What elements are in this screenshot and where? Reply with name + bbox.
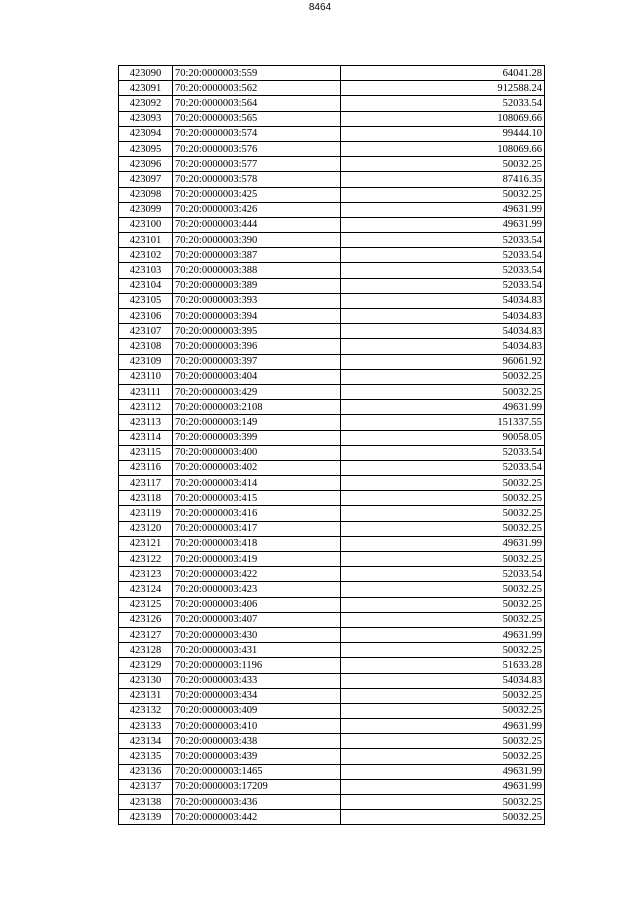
- row-number-cell: 423134: [119, 734, 173, 749]
- table-row: [119, 324, 545, 339]
- value-cell: 54034.83: [341, 673, 545, 688]
- value-cell: 49631.99: [341, 536, 545, 551]
- row-number-cell: 423115: [119, 445, 173, 460]
- cadastral-number-cell: 70:20:0000003:387: [173, 248, 341, 263]
- value-cell: 50032.25: [341, 688, 545, 703]
- cadastral-number-cell: 70:20:0000003:416: [173, 506, 341, 521]
- table-row: [119, 552, 545, 567]
- cadastral-number-cell: 70:20:0000003:396: [173, 339, 341, 354]
- table-row: [119, 339, 545, 354]
- row-number-cell: 423137: [119, 779, 173, 794]
- cadastral-number-cell: 70:20:0000003:426: [173, 202, 341, 217]
- row-number-cell: 423132: [119, 703, 173, 718]
- cadastral-number-cell: 70:20:0000003:418: [173, 536, 341, 551]
- table-row: [119, 263, 545, 278]
- table-row: [119, 658, 545, 673]
- cadastral-number-cell: 70:20:0000003:417: [173, 521, 341, 536]
- row-number-cell: 423127: [119, 627, 173, 642]
- row-number-cell: 423110: [119, 369, 173, 384]
- value-cell: 50032.25: [341, 491, 545, 506]
- row-number-cell: 423124: [119, 582, 173, 597]
- table-row: [119, 157, 545, 172]
- value-cell: 54034.83: [341, 309, 545, 324]
- table-row: [119, 430, 545, 445]
- value-cell: 54034.83: [341, 293, 545, 308]
- table-row: [119, 96, 545, 111]
- value-cell: 49631.99: [341, 764, 545, 779]
- cadastral-number-cell: 70:20:0000003:390: [173, 233, 341, 248]
- row-number-cell: 423114: [119, 430, 173, 445]
- table-row: [119, 506, 545, 521]
- row-number-cell: 423112: [119, 400, 173, 415]
- value-cell: 49631.99: [341, 627, 545, 642]
- table-row: [119, 795, 545, 810]
- cadastral-number-cell: 70:20:0000003:429: [173, 384, 341, 399]
- row-number-cell: 423100: [119, 217, 173, 232]
- row-number-cell: 423096: [119, 157, 173, 172]
- table-row: [119, 764, 545, 779]
- table-row: [119, 81, 545, 96]
- value-cell: 50032.25: [341, 703, 545, 718]
- value-cell: 49631.99: [341, 217, 545, 232]
- value-cell: 52033.54: [341, 248, 545, 263]
- table-row: [119, 612, 545, 627]
- cadastral-number-cell: 70:20:0000003:422: [173, 567, 341, 582]
- row-number-cell: 423117: [119, 476, 173, 491]
- cadastral-number-cell: 70:20:0000003:393: [173, 293, 341, 308]
- table-body: [119, 66, 545, 825]
- table-row: [119, 415, 545, 430]
- cadastral-number-cell: 70:20:0000003:562: [173, 81, 341, 96]
- table-row: [119, 460, 545, 475]
- table-row: [119, 627, 545, 642]
- row-number-cell: 423104: [119, 278, 173, 293]
- row-number-cell: 423133: [119, 719, 173, 734]
- cadastral-number-cell: 70:20:0000003:409: [173, 703, 341, 718]
- value-cell: 96061.92: [341, 354, 545, 369]
- cadastral-number-cell: 70:20:0000003:430: [173, 627, 341, 642]
- table-row: [119, 749, 545, 764]
- cadastral-number-cell: 70:20:0000003:419: [173, 552, 341, 567]
- cadastral-number-cell: 70:20:0000003:442: [173, 810, 341, 825]
- table-row: [119, 354, 545, 369]
- cadastral-number-cell: 70:20:0000003:577: [173, 157, 341, 172]
- row-number-cell: 423118: [119, 491, 173, 506]
- value-cell: 52033.54: [341, 263, 545, 278]
- table-row: [119, 217, 545, 232]
- row-number-cell: 423102: [119, 248, 173, 263]
- cadastral-number-cell: 70:20:0000003:410: [173, 719, 341, 734]
- row-number-cell: 423098: [119, 187, 173, 202]
- table-row: [119, 779, 545, 794]
- table-row: [119, 597, 545, 612]
- table-row: [119, 521, 545, 536]
- row-number-cell: 423106: [119, 309, 173, 324]
- value-cell: 52033.54: [341, 233, 545, 248]
- table-row: [119, 202, 545, 217]
- cadastral-number-cell: 70:20:0000003:439: [173, 749, 341, 764]
- value-cell: 50032.25: [341, 643, 545, 658]
- row-number-cell: 423116: [119, 460, 173, 475]
- cadastral-number-cell: 70:20:0000003:399: [173, 430, 341, 445]
- cadastral-number-cell: 70:20:0000003:431: [173, 643, 341, 658]
- value-cell: 49631.99: [341, 400, 545, 415]
- table-row: [119, 445, 545, 460]
- value-cell: 50032.25: [341, 749, 545, 764]
- value-cell: 52033.54: [341, 445, 545, 460]
- cadastral-number-cell: 70:20:0000003:433: [173, 673, 341, 688]
- value-cell: 50032.25: [341, 384, 545, 399]
- value-cell: 49631.99: [341, 202, 545, 217]
- table-row: [119, 810, 545, 825]
- cadastral-number-cell: 70:20:0000003:436: [173, 795, 341, 810]
- table-row: [119, 278, 545, 293]
- table-row: [119, 476, 545, 491]
- cadastral-number-cell: 70:20:0000003:444: [173, 217, 341, 232]
- cadastral-number-cell: 70:20:0000003:404: [173, 369, 341, 384]
- row-number-cell: 423135: [119, 749, 173, 764]
- row-number-cell: 423138: [119, 795, 173, 810]
- row-number-cell: 423094: [119, 126, 173, 141]
- table-row: [119, 491, 545, 506]
- row-number-cell: 423120: [119, 521, 173, 536]
- table-row: [119, 293, 545, 308]
- value-cell: 912588.24: [341, 81, 545, 96]
- table-row: [119, 66, 545, 81]
- value-cell: 50032.25: [341, 597, 545, 612]
- value-cell: 108069.66: [341, 111, 545, 126]
- value-cell: 54034.83: [341, 339, 545, 354]
- cadastral-number-cell: 70:20:0000003:438: [173, 734, 341, 749]
- cadastral-number-cell: 70:20:0000003:395: [173, 324, 341, 339]
- table-row: [119, 673, 545, 688]
- table-row: [119, 187, 545, 202]
- row-number-cell: 423107: [119, 324, 173, 339]
- cadastral-number-cell: 70:20:0000003:394: [173, 309, 341, 324]
- row-number-cell: 423131: [119, 688, 173, 703]
- row-number-cell: 423097: [119, 172, 173, 187]
- table-row: [119, 400, 545, 415]
- row-number-cell: 423125: [119, 597, 173, 612]
- row-number-cell: 423095: [119, 141, 173, 156]
- value-cell: 50032.25: [341, 506, 545, 521]
- value-cell: 99444.10: [341, 126, 545, 141]
- cadastral-number-cell: 70:20:0000003:565: [173, 111, 341, 126]
- value-cell: 50032.25: [341, 612, 545, 627]
- row-number-cell: 423122: [119, 552, 173, 567]
- cadastral-number-cell: 70:20:0000003:406: [173, 597, 341, 612]
- row-number-cell: 423128: [119, 643, 173, 658]
- table-row: [119, 141, 545, 156]
- row-number-cell: 423130: [119, 673, 173, 688]
- cadastral-number-cell: 70:20:0000003:564: [173, 96, 341, 111]
- row-number-cell: 423090: [119, 66, 173, 81]
- cadastral-number-cell: 70:20:0000003:578: [173, 172, 341, 187]
- cadastral-number-cell: 70:20:0000003:388: [173, 263, 341, 278]
- cadastral-number-cell: 70:20:0000003:1465: [173, 764, 341, 779]
- cadastral-number-cell: 70:20:0000003:17209: [173, 779, 341, 794]
- cadastral-number-cell: 70:20:0000003:149: [173, 415, 341, 430]
- table-row: [119, 582, 545, 597]
- row-number-cell: 423101: [119, 233, 173, 248]
- value-cell: 50032.25: [341, 369, 545, 384]
- row-number-cell: 423126: [119, 612, 173, 627]
- value-cell: 52033.54: [341, 460, 545, 475]
- row-number-cell: 423103: [119, 263, 173, 278]
- value-cell: 50032.25: [341, 582, 545, 597]
- table-row: [119, 719, 545, 734]
- table-row: [119, 172, 545, 187]
- cadastral-value-table: [118, 65, 545, 825]
- row-number-cell: 423099: [119, 202, 173, 217]
- cadastral-number-cell: 70:20:0000003:400: [173, 445, 341, 460]
- value-cell: 50032.25: [341, 795, 545, 810]
- table-row: [119, 233, 545, 248]
- table-row: [119, 643, 545, 658]
- cadastral-number-cell: 70:20:0000003:389: [173, 278, 341, 293]
- table-row: [119, 111, 545, 126]
- value-cell: 54034.83: [341, 324, 545, 339]
- cadastral-number-cell: 70:20:0000003:1196: [173, 658, 341, 673]
- value-cell: 50032.25: [341, 810, 545, 825]
- table-row: [119, 384, 545, 399]
- row-number-cell: 423121: [119, 536, 173, 551]
- value-cell: 90058.05: [341, 430, 545, 445]
- cadastral-number-cell: 70:20:0000003:423: [173, 582, 341, 597]
- row-number-cell: 423113: [119, 415, 173, 430]
- value-cell: 50032.25: [341, 552, 545, 567]
- table-row: [119, 126, 545, 141]
- cadastral-number-cell: 70:20:0000003:402: [173, 460, 341, 475]
- cadastral-number-cell: 70:20:0000003:414: [173, 476, 341, 491]
- cadastral-number-cell: 70:20:0000003:415: [173, 491, 341, 506]
- cadastral-number-cell: 70:20:0000003:574: [173, 126, 341, 141]
- value-cell: 51633.28: [341, 658, 545, 673]
- value-cell: 50032.25: [341, 521, 545, 536]
- cadastral-number-cell: 70:20:0000003:2108: [173, 400, 341, 415]
- value-cell: 52033.54: [341, 96, 545, 111]
- value-cell: 49631.99: [341, 779, 545, 794]
- value-cell: 50032.25: [341, 157, 545, 172]
- value-cell: 87416.35: [341, 172, 545, 187]
- value-cell: 50032.25: [341, 187, 545, 202]
- table-row: [119, 734, 545, 749]
- cadastral-number-cell: 70:20:0000003:576: [173, 141, 341, 156]
- table-row: [119, 248, 545, 263]
- cadastral-number-cell: 70:20:0000003:425: [173, 187, 341, 202]
- row-number-cell: 423091: [119, 81, 173, 96]
- value-cell: 151337.55: [341, 415, 545, 430]
- row-number-cell: 423105: [119, 293, 173, 308]
- table-row: [119, 369, 545, 384]
- table-row: [119, 309, 545, 324]
- value-cell: 52033.54: [341, 567, 545, 582]
- value-cell: 52033.54: [341, 278, 545, 293]
- row-number-cell: 423123: [119, 567, 173, 582]
- cadastral-number-cell: 70:20:0000003:397: [173, 354, 341, 369]
- value-cell: 50032.25: [341, 734, 545, 749]
- row-number-cell: 423139: [119, 810, 173, 825]
- row-number-cell: 423129: [119, 658, 173, 673]
- row-number-cell: 423119: [119, 506, 173, 521]
- cadastral-number-cell: 70:20:0000003:407: [173, 612, 341, 627]
- row-number-cell: 423093: [119, 111, 173, 126]
- table-row: [119, 703, 545, 718]
- table-row: [119, 688, 545, 703]
- row-number-cell: 423111: [119, 384, 173, 399]
- row-number-cell: 423136: [119, 764, 173, 779]
- value-cell: 64041.28: [341, 66, 545, 81]
- table-row: [119, 536, 545, 551]
- value-cell: 49631.99: [341, 719, 545, 734]
- cadastral-number-cell: 70:20:0000003:559: [173, 66, 341, 81]
- table-row: [119, 567, 545, 582]
- cadastral-number-cell: 70:20:0000003:434: [173, 688, 341, 703]
- row-number-cell: 423092: [119, 96, 173, 111]
- value-cell: 50032.25: [341, 476, 545, 491]
- value-cell: 108069.66: [341, 141, 545, 156]
- page-number: 8464: [308, 2, 332, 13]
- row-number-cell: 423109: [119, 354, 173, 369]
- row-number-cell: 423108: [119, 339, 173, 354]
